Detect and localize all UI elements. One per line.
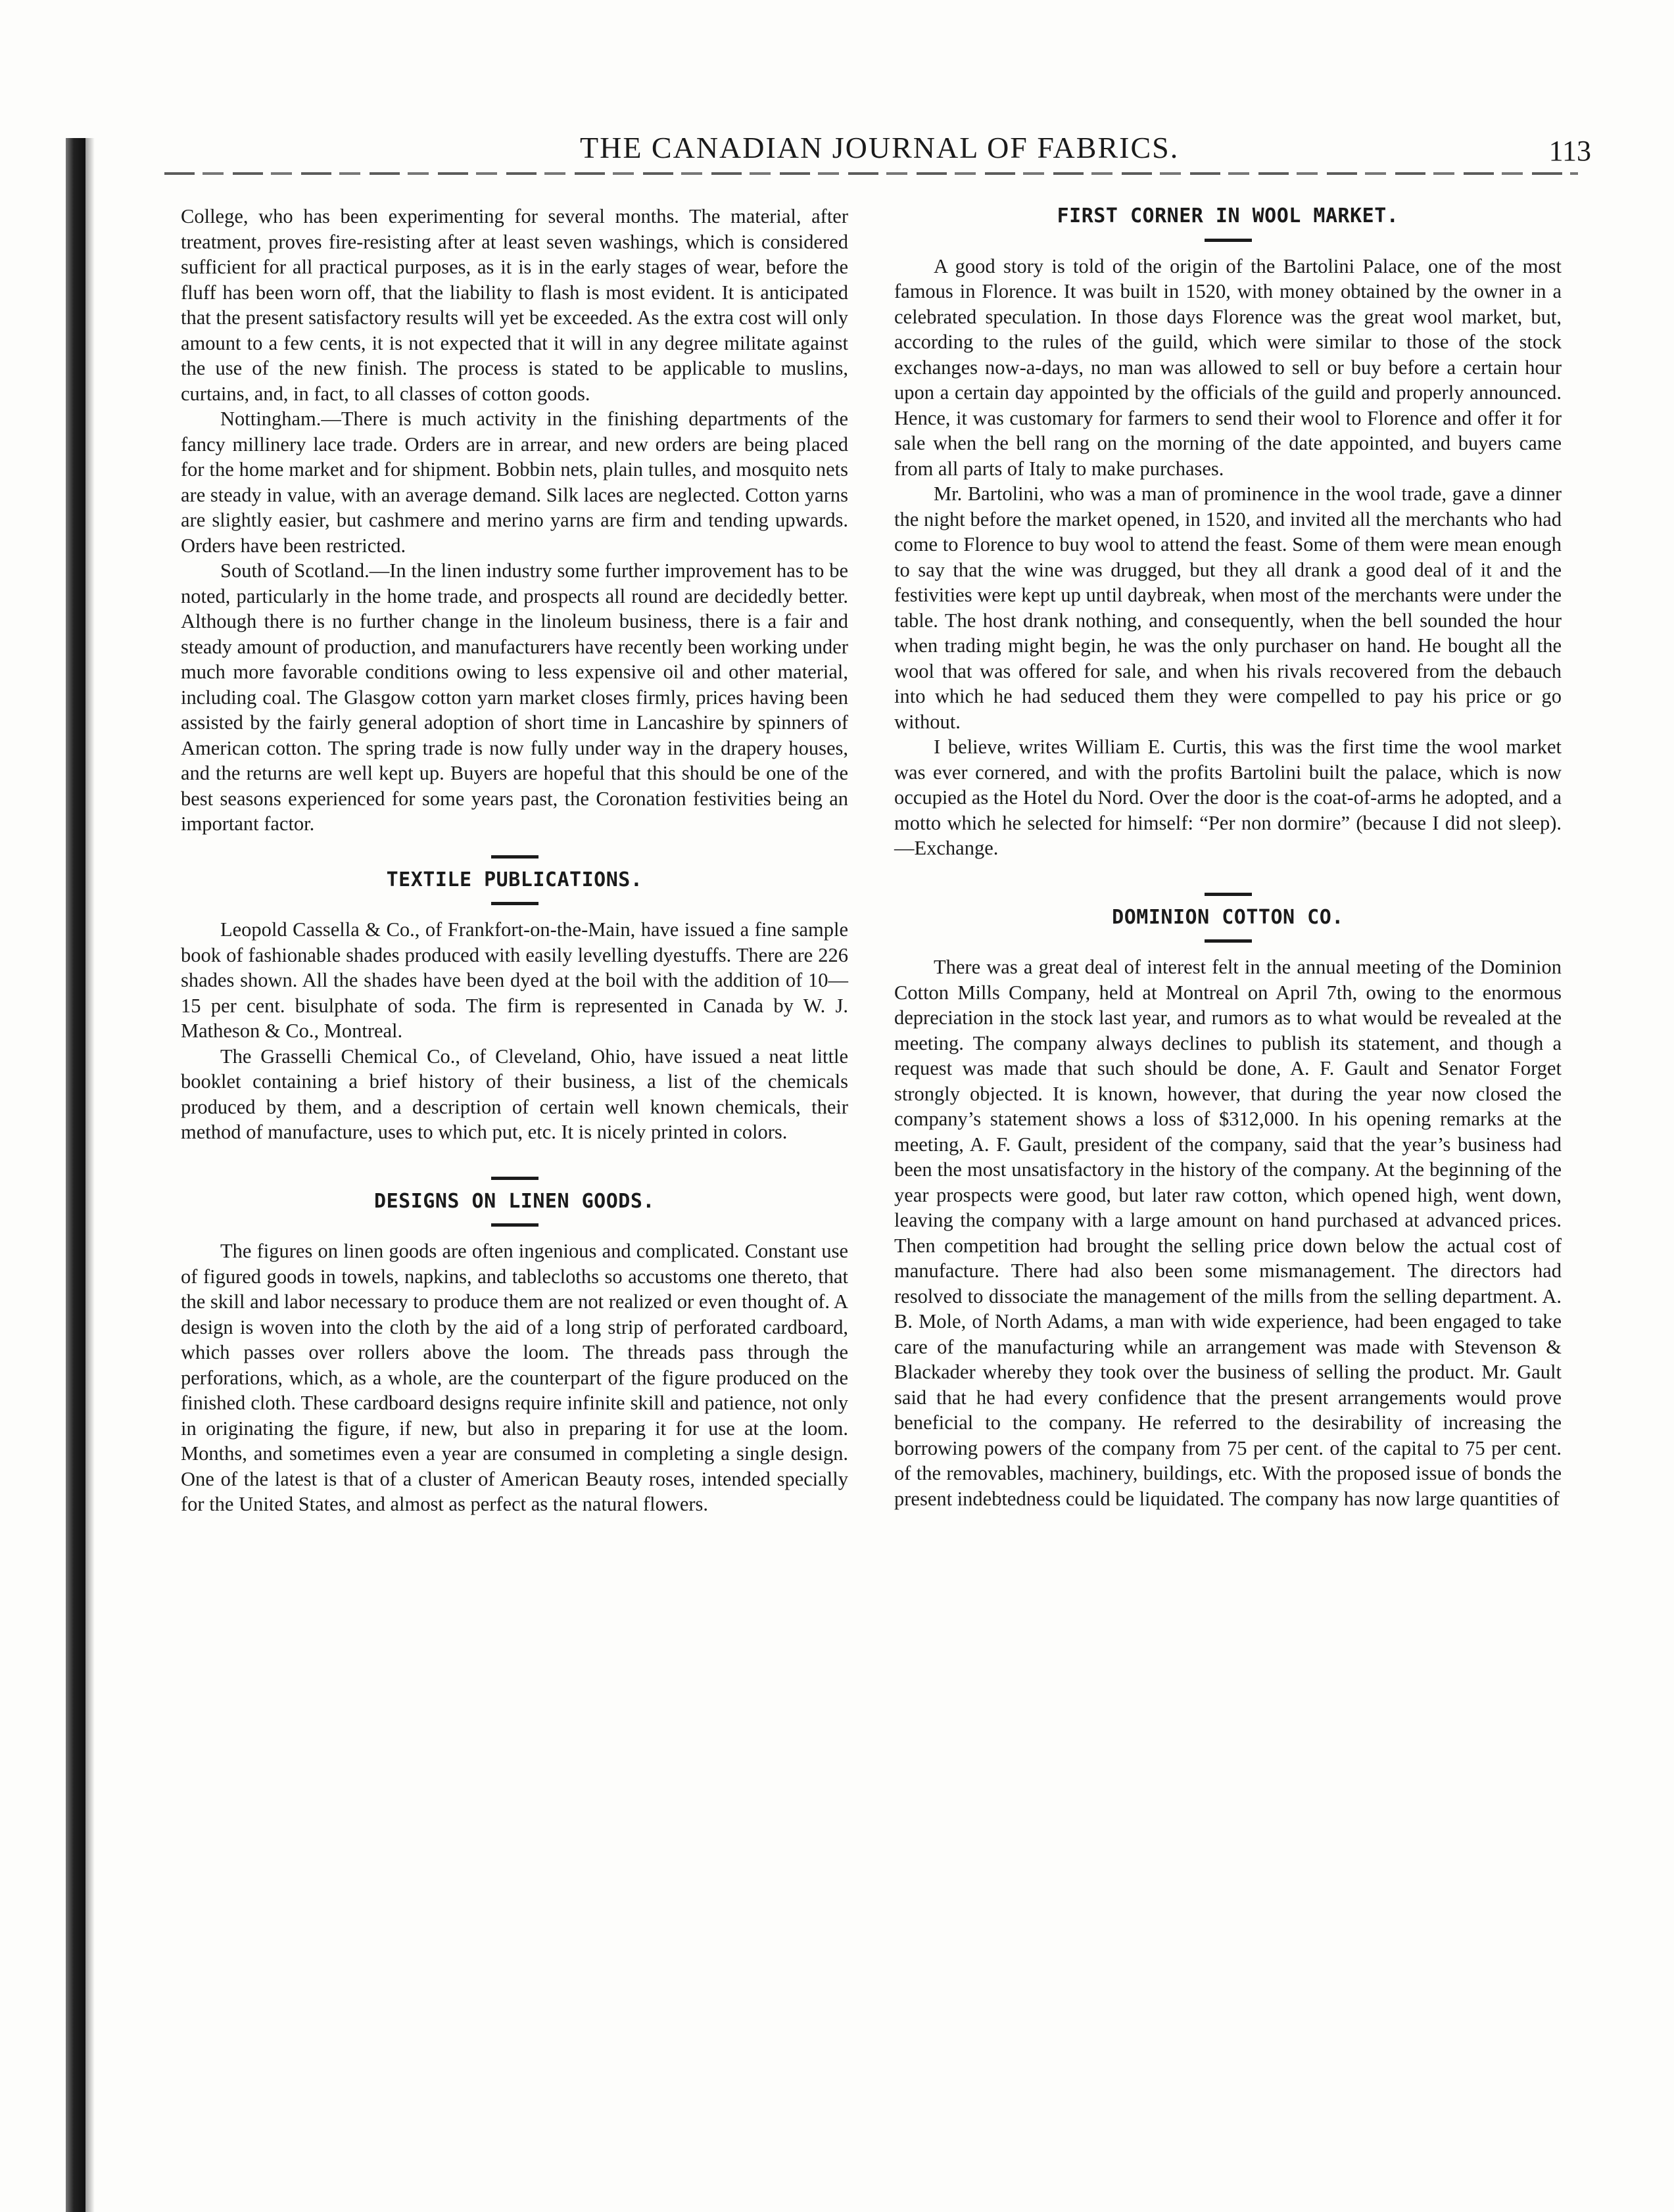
section-heading-textile-publications: TEXTILE PUBLICATIONS. (386, 868, 643, 891)
page-number: 113 (1548, 135, 1591, 167)
heading-rule (491, 902, 538, 905)
page-binding-shadow (66, 138, 85, 2212)
article-paragraph: There was a great deal of interest felt in the annual meeting of the Dominion Cotton Mills Company, held at Montreal on April 7th, owing to the enormous depreciation in the stock last year, and rumors as to what would be revealed at the meeting. The company always declines to publish its statement, and though a request was made that such should be done, A. F. Gault and Senator Forget strongly objected. It is known, however, that during the year now closed the company’s statement shows a loss of $312,000. In his opening remarks at the meeting, A. F. Gault, president of the company, said that the year’s business had been the most unsatisfactory in the history of the company. At the beginning of the year prospects were good, but later raw cotton, which opened high, went down, leaving the company with a large amount on hand purchased at advanced prices. Then competition had brought the selling price down below the actual cost of manufacture. There had also been some mismanagement. The directors had resolved to dissociate the management of the mills from the selling department. A. B. Mole, of North Adams, a man with wide experience, had been engaged to take care of the manufacturing while an arrangement was made with Stevenson & Blackader whereby they took over the business of selling the product. Mr. Gault said that he had every confidence that the present arrangements would prove beneficial to the company. He referred to the desirability of increasing the borrowing powers of the company from 75 per cent. of the capital to 75 per cent. of the removables, machinery, buildings, etc. With the proposed issue of bonds the present indebtedness could be liquidated. The company has now large quantities of (894, 956, 1562, 1510)
page-binding-fade (85, 138, 95, 2212)
article-paragraph: Nottingham.—There is much activity in the finishing departments of the fancy millinery lace trade. Orders are in arrear, and new orders are being placed for the home market and for shipment. Bobbin nets, plain tulles, and mosquito nets are steady in value, with an average demand. Silk laces are neglected. Cotton yarns are slightly easier, but cashmere and merino yarns are firm and tending upwards. Orders have been restricted. (181, 408, 848, 557)
right-column (894, 204, 1562, 1511)
left-column (181, 204, 848, 1517)
section-heading-designs-on-linen: DESIGNS ON LINEN GOODS. (374, 1189, 655, 1213)
heading-rule (1205, 893, 1252, 896)
heading-rule (491, 855, 538, 859)
page-header (565, 130, 1591, 170)
article-paragraph: The figures on linen goods are often ingenious and complicated. Constant use of figured goods in towels, napkins, and tablecloths so accustoms one thereto, that the skill and labor necessary to produce them are not realized or even thought of. A design is woven into the cloth by the aid of a long strip of perforated cardboard, which passes over rollers above the loom. The threads pass through the perforations, which, as a whole, are the counterpart of the figure produced on the finished cloth. These cardboard designs require infinite skill and patience, not only in originating the figure, if new, but also in preparing it for use at the loom. Months, and sometimes even a year are consumed in completing a single design. One of the latest is that of a cluster of American Beauty roses, intended specially for the United States, and almost as perfect as the natural flowers. (181, 1240, 848, 1515)
article-paragraph: A good story is told of the origin of the Bartolini Palace, one of the most famous in Florence. It was built in 1520, with money obtained by the owner in a celebrated speculation. In those days Florence was the great wool market, but, according to the rules of the guild, which were similar to those of the stock exchanges now-a-days, no man was allowed to sell or buy before a certain hour upon a certain day appointed by the officials of the guild and properly announced. Hence, it was customary for farmers to send their wool to Florence and offer it for sale when the bell rang on the morning of the date appointed, and buyers came from all parts of Italy to make purchases. (894, 254, 1562, 480)
article-paragraph: South of Scotland.—In the linen industry some further improvement has to be noted, particularly in the home trade, and prospects all round are decidedly better. Although there is no further change in the linoleum business, there is a fair and steady amount of production, and manufacturers have recently been working under much more favorable conditions owing to less expensive oil and other material, including coal. The Glasgow cotton yarn market closes firmly, prices having been assisted by the fairly general adoption of short time in Lancashire by spinners of American cotton. The spring trade is now fully under way in the drapery houses, and the returns are well kept up. Buyers are hopeful that this should be one of the best seasons experienced for some years past, the Coronation festivities being an important factor. (181, 559, 848, 835)
article-paragraph: College, who has been experimenting for several months. The material, after treatment, proves fire-resisting after at least seven washings, which is considered sufficient for all practical purposes, as it is in the early stages of wear, before the fluff has been worn off, that the liability to flash is most evident. It is anticipated that the present satisfactory results will yet be exceeded. As the extra cost will only amount to a few cents, it is not expected that it will in any degree militate against the use of the new finish. The process is stated to be applicable to muslins, curtains, and, in fact, to all classes of cotton goods. (181, 205, 848, 405)
heading-rule (491, 1223, 538, 1227)
article-paragraph: The Grasselli Chemical Co., of Cleveland, Ohio, have issued a neat little booklet containing a brief history of their business, a list of the chemicals produced by them, and a description of certain well known chemicals, their method of manufacture, uses to which put, etc. It is nicely printed in colors. (181, 1045, 848, 1143)
article-paragraph: I believe, writes William E. Curtis, this was the first time the wool market was ever cornered, and with the profits Bartolini built the palace, which is now occupied as the Hotel du Nord. Over the door is the coat-of-arms he adopted, and a motto which he selected for himself: “Per non dormire” (because I did not sleep).—Exchange. (894, 736, 1562, 859)
journal-title: THE CANADIAN JOURNAL OF FABRICS. (580, 131, 1180, 164)
heading-rule (1205, 939, 1252, 943)
heading-rule (1205, 239, 1252, 242)
header-rule (164, 172, 1578, 175)
section-heading-first-corner: FIRST CORNER IN WOOL MARKET. (1057, 204, 1399, 227)
article-paragraph: Mr. Bartolini, who was a man of prominence in the wool trade, gave a dinner the night before the market opened, in 1520, and invited all the merchants who had come to Florence to buy wool to attend the feast. Some of them were mean enough to say that the wine was drugged, but they all drank a good deal of it and the festivities were kept up until daybreak, when most of the merchants were under the table. The host drank nothing, and consequently, when the bell sounded the hour when trading might begin, he was the only purchaser on hand. He bought all the wool that was offered for sale, and when his rivals recovered from the debauch into which he had seduced them they were compelled to pay his price or go without. (894, 482, 1562, 733)
article-paragraph: Leopold Cassella & Co., of Frankfort-on-the-Main, have issued a fine sample book of fashionable shades produced with easily levelling dyestuffs. There are 226 shades shown. All the shades have been dyed at the boil with the addition of 10—15 per cent. bisulphate of soda. The firm is represented in Canada by W. J. Matheson & Co., Montreal. (181, 918, 848, 1042)
heading-rule (491, 1177, 538, 1180)
section-heading-dominion-cotton: DOMINION COTTON CO. (1112, 905, 1344, 929)
